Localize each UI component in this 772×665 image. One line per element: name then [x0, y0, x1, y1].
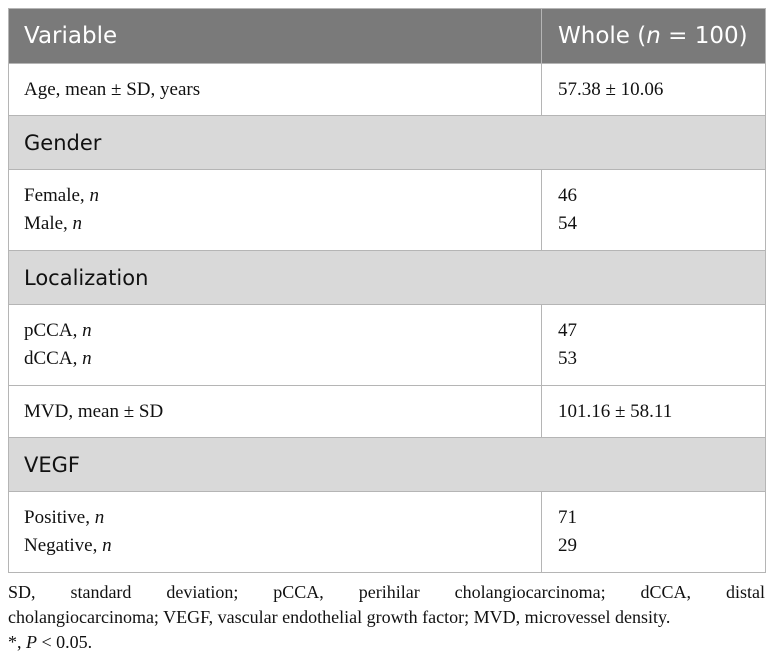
footnote-asterisk: *,: [8, 632, 26, 652]
negative-label: [24, 532, 541, 560]
localization-values: [542, 305, 766, 386]
female-label: [24, 182, 541, 210]
footnote-line-2: cholangiocarcinoma; VEGF, vascular endothelial growth factor; MVD, microvessel density.: [8, 607, 671, 627]
vegf-labels: [9, 492, 542, 573]
age-value: 57.38 ± 10.06: [542, 64, 766, 116]
positive-label: [24, 504, 541, 532]
negative-label-text: Negative,: [24, 535, 103, 556]
dcca-label-n: n: [82, 348, 92, 369]
positive-label-n: n: [94, 507, 105, 528]
footnote-threshold: < 0.05.: [37, 632, 93, 652]
header-whole-suffix: = 100): [660, 23, 748, 49]
table-header-row: [9, 9, 766, 64]
female-label-text: Female,: [24, 185, 90, 206]
footnote-p: P: [26, 632, 37, 652]
negative-value: 29: [558, 535, 577, 556]
dcca-value: 53: [558, 348, 577, 369]
section-localization: [9, 251, 766, 305]
male-label: [24, 210, 541, 238]
female-label-n: n: [89, 185, 99, 206]
row-mvd: [9, 386, 766, 438]
header-whole: [542, 9, 766, 64]
male-value: 54: [558, 213, 577, 234]
vegf-values: [542, 492, 766, 573]
pcca-label-n: n: [82, 320, 92, 341]
gender-values: [542, 170, 766, 251]
pcca-label: [24, 317, 541, 345]
localization-labels: [9, 305, 542, 386]
section-vegf-label: VEGF: [9, 438, 766, 492]
section-localization-label: Localization: [9, 251, 766, 305]
section-vegf: [9, 438, 766, 492]
row-age: [9, 64, 766, 116]
dcca-label-text: dCCA,: [24, 348, 83, 369]
mvd-value: 101.16 ± 58.11: [542, 386, 766, 438]
pcca-label-text: pCCA,: [24, 320, 83, 341]
male-label-n: n: [72, 213, 83, 234]
section-gender-label: Gender: [9, 116, 766, 170]
footnote-line-3: [8, 630, 765, 655]
pcca-value: 47: [558, 320, 577, 341]
header-whole-prefix: Whole (: [558, 23, 647, 49]
section-gender: [9, 116, 766, 170]
female-value: 46: [558, 185, 577, 206]
row-vegf-values: [9, 492, 766, 573]
row-localization-values: [9, 305, 766, 386]
mvd-label: MVD, mean ± SD: [9, 386, 542, 438]
positive-value: 71: [558, 507, 577, 528]
row-gender-values: [9, 170, 766, 251]
footnote-line-1: SD, standard deviation; pCCA, perihilar cholangiocarcinoma; dCCA, distal: [8, 582, 765, 602]
header-whole-n: n: [646, 23, 661, 49]
dcca-label: [24, 345, 541, 373]
header-variable: Variable: [9, 9, 542, 64]
characteristics-table: [8, 8, 766, 573]
gender-labels: [9, 170, 542, 251]
table-footnote: [8, 580, 765, 655]
positive-label-text: Positive,: [24, 507, 95, 528]
characteristics-table-container: [8, 8, 765, 573]
male-label-text: Male,: [24, 213, 73, 234]
age-label: Age, mean ± SD, years: [9, 64, 542, 116]
negative-label-n: n: [102, 535, 112, 556]
